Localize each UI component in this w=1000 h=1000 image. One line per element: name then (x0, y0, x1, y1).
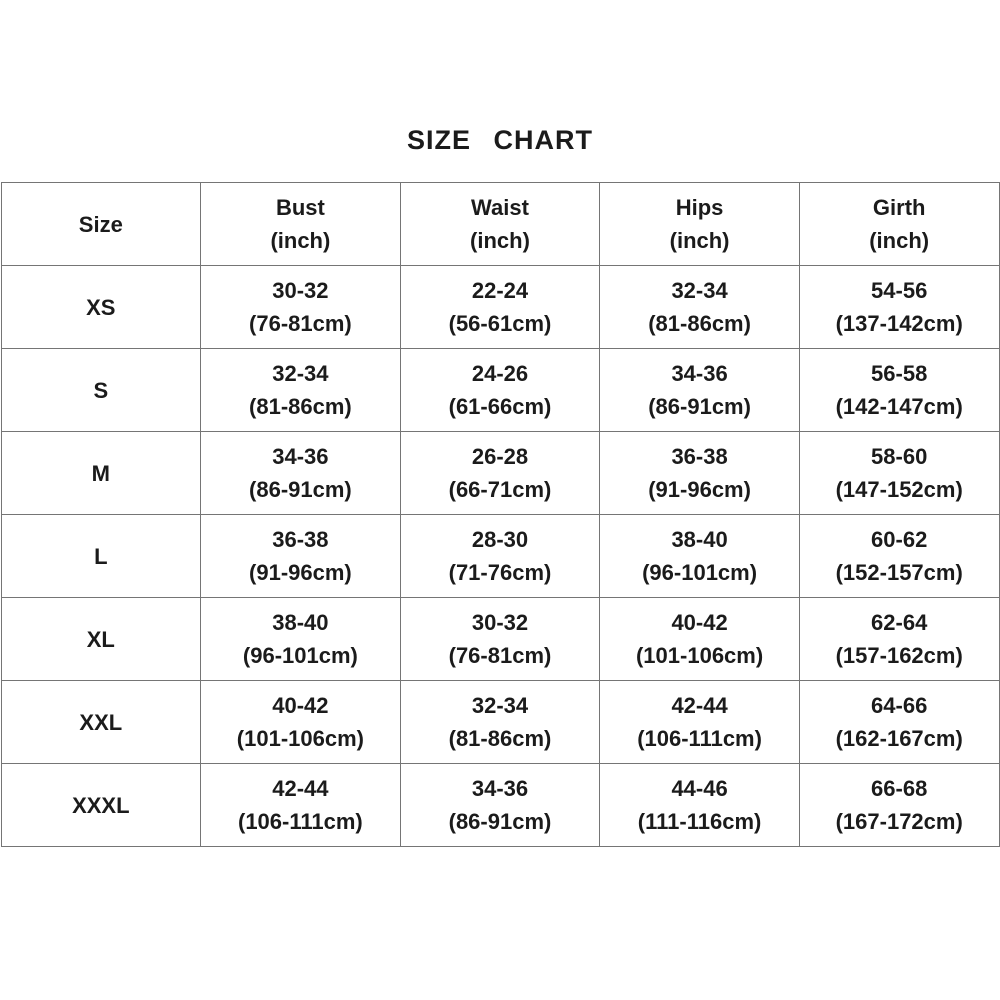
column-label: Waist (471, 195, 529, 220)
girth-inch: 58-60 (871, 444, 928, 469)
hips-inch: 32-34 (671, 278, 728, 303)
hips-cm: (106-111cm) (637, 726, 762, 751)
bust-inch: 32-34 (272, 361, 329, 386)
waist-inch: 22-24 (471, 278, 529, 303)
girth-inch: 56-58 (871, 361, 928, 386)
hips-cell (600, 266, 800, 349)
hips-inch: 34-36 (671, 361, 728, 386)
hips-inch: 38-40 (671, 527, 728, 552)
waist-inch: 24-26 (471, 361, 529, 386)
hips-cm: (96-101cm) (642, 560, 758, 585)
waist-cell (400, 598, 600, 681)
waist-inch: 28-30 (471, 527, 529, 552)
table-row-xxxl (1, 764, 999, 847)
hips-cell (600, 764, 800, 847)
bust-cell (201, 598, 401, 681)
table-row-xxl (1, 681, 999, 764)
table-row-xl (1, 598, 999, 681)
size-label: M (91, 460, 110, 486)
waist-cm: (66-71cm) (448, 477, 552, 502)
column-label: Girth (872, 195, 926, 220)
size-label: XXL (79, 709, 123, 735)
hips-cm: (91-96cm) (648, 477, 751, 502)
waist-cell (400, 515, 600, 598)
size-label: XS (86, 294, 116, 320)
size-cell (1, 266, 201, 349)
hips-cell (600, 349, 800, 432)
bust-cell (201, 266, 401, 349)
size-cell (1, 681, 201, 764)
size-cell (1, 432, 201, 515)
waist-cm: (56-61cm) (448, 311, 552, 336)
waist-inch: 26-28 (471, 444, 529, 469)
girth-cell (799, 764, 999, 847)
size-chart-table (1, 182, 1000, 847)
column-unit: (inch) (470, 228, 530, 253)
girth-cell (799, 266, 999, 349)
hips-inch: 44-46 (671, 776, 728, 801)
waist-cell (400, 349, 600, 432)
girth-inch: 60-62 (871, 527, 928, 552)
waist-cm: (61-66cm) (448, 394, 552, 419)
size-cell (1, 515, 201, 598)
girth-inch: 54-56 (871, 278, 928, 303)
column-label: Size (78, 211, 123, 237)
bust-cell (201, 764, 401, 847)
girth-cm: (137-142cm) (835, 311, 963, 336)
bust-cm: (86-91cm) (249, 477, 352, 502)
column-unit: (inch) (869, 228, 930, 253)
size-label: S (93, 377, 109, 403)
hips-cm: (111-116cm) (637, 809, 762, 834)
bust-inch: 42-44 (272, 776, 329, 801)
girth-cm: (147-152cm) (835, 477, 963, 502)
girth-inch: 66-68 (871, 776, 928, 801)
hips-inch: 36-38 (671, 444, 728, 469)
hips-cm: (86-91cm) (648, 394, 751, 419)
hips-inch: 42-44 (671, 693, 728, 718)
page-title: SIZE CHART (407, 125, 593, 155)
girth-cm: (142-147cm) (835, 394, 963, 419)
girth-cm: (157-162cm) (835, 643, 963, 668)
waist-cell (400, 432, 600, 515)
hips-cm: (81-86cm) (648, 311, 751, 336)
column-label: Hips (675, 195, 724, 220)
column-header-size (1, 183, 201, 266)
bust-inch: 34-36 (272, 444, 329, 469)
header-row (1, 183, 999, 266)
bust-cell (201, 515, 401, 598)
column-unit: (inch) (270, 228, 331, 253)
bust-inch: 30-32 (272, 278, 329, 303)
size-label: XXXL (72, 792, 130, 818)
bust-inch: 40-42 (272, 693, 329, 718)
girth-cm: (162-167cm) (835, 726, 963, 751)
bust-cell (201, 349, 401, 432)
column-header-bust (201, 183, 401, 266)
hips-cm: (101-106cm) (635, 643, 764, 668)
waist-cm: (71-76cm) (448, 560, 552, 585)
table-row-s (1, 349, 999, 432)
waist-cm: (76-81cm) (448, 643, 552, 668)
size-cell (1, 598, 201, 681)
waist-inch: 30-32 (471, 610, 529, 635)
girth-inch: 64-66 (871, 693, 928, 718)
bust-cm: (101-106cm) (236, 726, 364, 751)
girth-cell (799, 432, 999, 515)
bust-cm: (81-86cm) (249, 394, 352, 419)
bust-cell (201, 432, 401, 515)
table-row-xs (1, 266, 999, 349)
column-header-hips (600, 183, 800, 266)
waist-inch: 32-34 (471, 693, 529, 718)
girth-cell (799, 515, 999, 598)
waist-inch: 34-36 (471, 776, 529, 801)
waist-cell (400, 266, 600, 349)
bust-cm: (96-101cm) (242, 643, 358, 668)
bust-inch: 36-38 (272, 527, 329, 552)
waist-cell (400, 681, 600, 764)
waist-cm: (81-86cm) (448, 726, 552, 751)
bust-cm: (91-96cm) (249, 560, 352, 585)
column-header-waist (400, 183, 600, 266)
girth-inch: 62-64 (871, 610, 928, 635)
size-cell (1, 349, 201, 432)
girth-cell (799, 349, 999, 432)
bust-cell (201, 681, 401, 764)
girth-cm: (167-172cm) (835, 809, 963, 834)
waist-cm: (86-91cm) (448, 809, 552, 834)
table-row-m (1, 432, 999, 515)
hips-cell (600, 515, 800, 598)
size-cell (1, 764, 201, 847)
girth-cm: (152-157cm) (835, 560, 963, 585)
hips-inch: 40-42 (671, 610, 728, 635)
hips-cell (600, 432, 800, 515)
column-header-girth (799, 183, 999, 266)
size-label: L (94, 543, 108, 569)
waist-cell (400, 764, 600, 847)
bust-inch: 38-40 (272, 610, 329, 635)
hips-cell (600, 598, 800, 681)
table-row-l (1, 515, 999, 598)
size-label: XL (86, 626, 115, 652)
hips-cell (600, 681, 800, 764)
column-label: Bust (275, 195, 325, 220)
bust-cm: (106-111cm) (238, 809, 363, 834)
bust-cm: (76-81cm) (249, 311, 352, 336)
girth-cell (799, 598, 999, 681)
girth-cell (799, 681, 999, 764)
column-unit: (inch) (669, 228, 730, 253)
